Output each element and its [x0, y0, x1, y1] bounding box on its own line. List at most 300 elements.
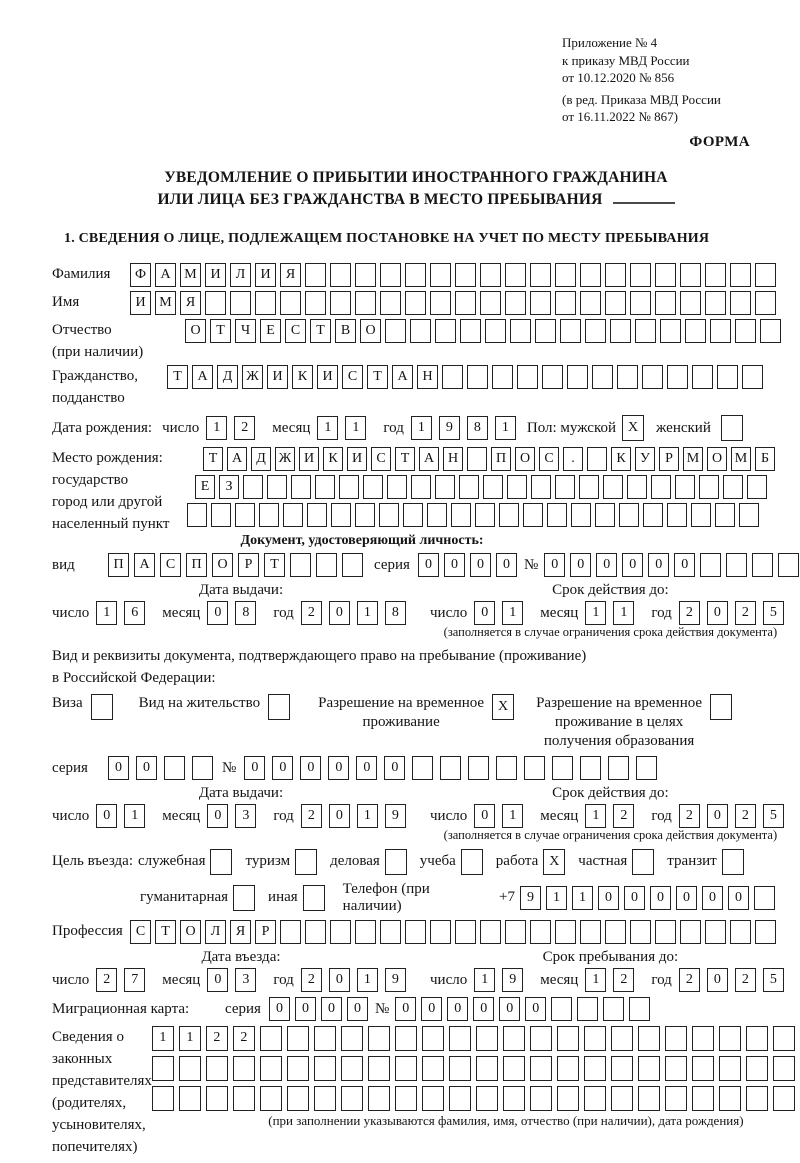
char-box[interactable] — [314, 1056, 336, 1081]
sex-female-checkbox[interactable] — [721, 415, 747, 441]
char-box[interactable] — [475, 503, 495, 527]
char-box[interactable]: Ж — [242, 365, 263, 389]
citizenship-boxes[interactable] — [167, 365, 767, 389]
char-box[interactable]: С — [160, 553, 181, 577]
char-box[interactable] — [630, 920, 651, 944]
char-box[interactable]: 0 — [707, 804, 728, 828]
char-box[interactable] — [503, 1056, 525, 1081]
char-box[interactable]: Н — [417, 365, 438, 389]
char-box[interactable] — [206, 1086, 228, 1111]
char-box[interactable]: Т — [167, 365, 188, 389]
char-box[interactable]: 0 — [108, 756, 129, 780]
char-box[interactable]: 9 — [385, 804, 406, 828]
char-box[interactable] — [467, 365, 488, 389]
guardians-boxes-row3[interactable] — [152, 1086, 800, 1111]
char-box[interactable]: X — [543, 849, 565, 875]
char-box[interactable] — [403, 503, 423, 527]
char-box[interactable]: А — [155, 263, 176, 287]
char-box[interactable] — [280, 291, 301, 315]
char-box[interactable] — [503, 1086, 525, 1111]
char-box[interactable]: А — [392, 365, 413, 389]
char-box[interactable]: 0 — [707, 968, 728, 992]
visa-checkbox[interactable] — [91, 694, 117, 720]
char-box[interactable] — [605, 291, 626, 315]
char-box[interactable] — [267, 475, 287, 499]
char-box[interactable] — [680, 263, 701, 287]
permit-issue-year-boxes[interactable] — [301, 804, 413, 828]
char-box[interactable]: 2 — [613, 968, 634, 992]
guardians-boxes-row2[interactable] — [152, 1056, 800, 1081]
char-box[interactable] — [638, 1086, 660, 1111]
char-box[interactable] — [430, 920, 451, 944]
char-box[interactable] — [592, 365, 613, 389]
char-box[interactable] — [742, 365, 763, 389]
char-box[interactable]: П — [186, 553, 207, 577]
char-box[interactable] — [735, 319, 756, 343]
char-box[interactable]: 1 — [317, 416, 338, 440]
char-box[interactable] — [363, 475, 383, 499]
char-box[interactable] — [655, 291, 676, 315]
char-box[interactable]: 0 — [474, 804, 495, 828]
char-box[interactable]: 5 — [763, 968, 784, 992]
char-box[interactable]: 0 — [707, 601, 728, 625]
char-box[interactable]: 0 — [321, 997, 342, 1021]
char-box[interactable] — [555, 475, 575, 499]
char-box[interactable]: 0 — [329, 804, 350, 828]
char-box[interactable] — [635, 319, 656, 343]
char-box[interactable] — [385, 319, 406, 343]
char-box[interactable] — [480, 291, 501, 315]
char-box[interactable] — [580, 291, 601, 315]
char-box[interactable] — [667, 365, 688, 389]
char-box[interactable] — [692, 1056, 714, 1081]
char-box[interactable] — [395, 1086, 417, 1111]
char-box[interactable] — [755, 920, 776, 944]
char-box[interactable] — [467, 447, 487, 471]
char-box[interactable]: 1 — [179, 1026, 201, 1051]
char-box[interactable] — [305, 291, 326, 315]
char-box[interactable] — [643, 503, 663, 527]
char-box[interactable]: 2 — [301, 601, 322, 625]
char-box[interactable] — [440, 756, 461, 780]
char-box[interactable] — [719, 1026, 741, 1051]
char-box[interactable] — [485, 319, 506, 343]
char-box[interactable]: 1 — [585, 804, 606, 828]
doc-number-boxes[interactable] — [544, 553, 800, 577]
char-box[interactable] — [665, 1086, 687, 1111]
char-box[interactable] — [314, 1086, 336, 1111]
char-box[interactable]: К — [611, 447, 631, 471]
char-box[interactable] — [630, 263, 651, 287]
char-box[interactable] — [595, 503, 615, 527]
char-box[interactable]: 0 — [136, 756, 157, 780]
char-box[interactable] — [752, 553, 773, 577]
char-box[interactable] — [368, 1026, 390, 1051]
char-box[interactable] — [667, 503, 687, 527]
char-box[interactable] — [430, 291, 451, 315]
char-box[interactable]: 2 — [679, 968, 700, 992]
phone-boxes[interactable] — [520, 886, 780, 910]
char-box[interactable] — [510, 319, 531, 343]
char-box[interactable]: 2 — [301, 804, 322, 828]
char-box[interactable]: 2 — [735, 968, 756, 992]
purpose-humanitarian-checkbox[interactable] — [233, 885, 259, 911]
char-box[interactable]: 3 — [235, 804, 256, 828]
char-box[interactable]: 0 — [598, 886, 619, 910]
char-box[interactable]: 1 — [585, 601, 606, 625]
char-box[interactable] — [531, 475, 551, 499]
char-box[interactable]: 0 — [624, 886, 645, 910]
char-box[interactable]: Р — [238, 553, 259, 577]
char-box[interactable] — [507, 475, 527, 499]
char-box[interactable] — [187, 503, 207, 527]
char-box[interactable] — [233, 1056, 255, 1081]
char-box[interactable] — [547, 503, 567, 527]
char-box[interactable] — [287, 1026, 309, 1051]
char-box[interactable]: 6 — [124, 601, 145, 625]
char-box[interactable] — [638, 1056, 660, 1081]
char-box[interactable]: 1 — [152, 1026, 174, 1051]
char-box[interactable]: Е — [260, 319, 281, 343]
char-box[interactable]: 0 — [496, 553, 517, 577]
char-box[interactable] — [755, 291, 776, 315]
char-box[interactable] — [460, 319, 481, 343]
char-box[interactable] — [705, 263, 726, 287]
char-box[interactable] — [692, 1086, 714, 1111]
char-box[interactable] — [305, 263, 326, 287]
permit-valid-day-boxes[interactable] — [474, 804, 530, 828]
char-box[interactable] — [710, 694, 732, 720]
char-box[interactable]: 2 — [735, 601, 756, 625]
char-box[interactable] — [611, 1026, 633, 1051]
char-box[interactable] — [449, 1086, 471, 1111]
purpose-business-checkbox[interactable] — [385, 849, 411, 875]
char-box[interactable]: А — [227, 447, 247, 471]
char-box[interactable] — [152, 1056, 174, 1081]
birthplace-boxes-row3[interactable] — [187, 503, 779, 527]
char-box[interactable]: С — [539, 447, 559, 471]
char-box[interactable]: 8 — [235, 601, 256, 625]
char-box[interactable]: 1 — [411, 416, 432, 440]
char-box[interactable]: 0 — [474, 601, 495, 625]
stay-year-boxes[interactable] — [679, 968, 791, 992]
char-box[interactable]: 0 — [207, 804, 228, 828]
char-box[interactable] — [665, 1056, 687, 1081]
char-box[interactable] — [330, 263, 351, 287]
char-box[interactable] — [710, 319, 731, 343]
birth-day-boxes[interactable] — [206, 416, 262, 440]
doc-valid-year-boxes[interactable] — [679, 601, 791, 625]
char-box[interactable]: П — [108, 553, 129, 577]
char-box[interactable]: С — [285, 319, 306, 343]
char-box[interactable] — [680, 291, 701, 315]
char-box[interactable] — [739, 503, 759, 527]
char-box[interactable] — [268, 694, 290, 720]
char-box[interactable]: 1 — [357, 804, 378, 828]
char-box[interactable]: 0 — [295, 997, 316, 1021]
char-box[interactable] — [341, 1086, 363, 1111]
char-box[interactable]: 0 — [648, 553, 669, 577]
char-box[interactable] — [699, 475, 719, 499]
char-box[interactable] — [492, 365, 513, 389]
char-box[interactable]: О — [360, 319, 381, 343]
permit-issue-month-boxes[interactable] — [207, 804, 263, 828]
char-box[interactable] — [542, 365, 563, 389]
char-box[interactable] — [680, 920, 701, 944]
char-box[interactable] — [721, 415, 743, 441]
char-box[interactable] — [259, 503, 279, 527]
char-box[interactable]: 1 — [357, 968, 378, 992]
char-box[interactable]: 0 — [447, 997, 468, 1021]
purpose-work-checkbox[interactable] — [543, 849, 569, 875]
char-box[interactable]: 1 — [546, 886, 567, 910]
char-box[interactable] — [235, 503, 255, 527]
char-box[interactable] — [379, 503, 399, 527]
char-box[interactable] — [342, 553, 363, 577]
char-box[interactable] — [179, 1086, 201, 1111]
char-box[interactable] — [405, 920, 426, 944]
char-box[interactable] — [385, 849, 407, 875]
char-box[interactable] — [316, 553, 337, 577]
char-box[interactable]: С — [342, 365, 363, 389]
doc-issue-month-boxes[interactable] — [207, 601, 263, 625]
char-box[interactable]: О — [212, 553, 233, 577]
char-box[interactable] — [405, 263, 426, 287]
char-box[interactable]: 0 — [444, 553, 465, 577]
char-box[interactable]: О — [515, 447, 535, 471]
char-box[interactable] — [315, 475, 335, 499]
char-box[interactable]: Н — [443, 447, 463, 471]
char-box[interactable] — [387, 475, 407, 499]
char-box[interactable] — [642, 365, 663, 389]
char-box[interactable]: 0 — [421, 997, 442, 1021]
char-box[interactable] — [603, 997, 624, 1021]
char-box[interactable] — [610, 319, 631, 343]
char-box[interactable]: 0 — [418, 553, 439, 577]
char-box[interactable] — [210, 849, 232, 875]
char-box[interactable] — [331, 503, 351, 527]
char-box[interactable] — [715, 503, 735, 527]
char-box[interactable] — [605, 263, 626, 287]
char-box[interactable] — [580, 756, 601, 780]
char-box[interactable] — [152, 1086, 174, 1111]
permit-issue-day-boxes[interactable] — [96, 804, 152, 828]
profession-boxes[interactable] — [130, 920, 780, 944]
birthplace-boxes-row1[interactable] — [203, 447, 779, 471]
char-box[interactable] — [260, 1056, 282, 1081]
char-box[interactable]: И — [130, 291, 151, 315]
char-box[interactable] — [243, 475, 263, 499]
char-box[interactable] — [295, 849, 317, 875]
char-box[interactable] — [435, 319, 456, 343]
char-box[interactable]: 0 — [499, 997, 520, 1021]
char-box[interactable] — [722, 849, 744, 875]
char-box[interactable] — [411, 475, 431, 499]
char-box[interactable]: 0 — [395, 997, 416, 1021]
char-box[interactable] — [368, 1086, 390, 1111]
char-box[interactable] — [705, 291, 726, 315]
char-box[interactable] — [530, 291, 551, 315]
char-box[interactable] — [291, 475, 311, 499]
char-box[interactable]: 0 — [329, 601, 350, 625]
char-box[interactable]: 9 — [385, 968, 406, 992]
char-box[interactable]: 2 — [301, 968, 322, 992]
char-box[interactable]: И — [317, 365, 338, 389]
char-box[interactable] — [380, 291, 401, 315]
char-box[interactable] — [435, 475, 455, 499]
char-box[interactable] — [505, 920, 526, 944]
char-box[interactable]: У — [635, 447, 655, 471]
char-box[interactable]: 2 — [679, 804, 700, 828]
char-box[interactable] — [260, 1026, 282, 1051]
char-box[interactable] — [632, 849, 654, 875]
char-box[interactable] — [355, 503, 375, 527]
char-box[interactable] — [449, 1026, 471, 1051]
char-box[interactable] — [717, 365, 738, 389]
char-box[interactable] — [755, 263, 776, 287]
char-box[interactable] — [611, 1086, 633, 1111]
purpose-study-checkbox[interactable] — [461, 849, 487, 875]
char-box[interactable]: 8 — [385, 601, 406, 625]
char-box[interactable] — [442, 365, 463, 389]
char-box[interactable] — [691, 503, 711, 527]
patronymic-boxes[interactable] — [185, 319, 785, 343]
char-box[interactable] — [746, 1086, 768, 1111]
permit-valid-year-boxes[interactable] — [679, 804, 791, 828]
stay-day-boxes[interactable] — [474, 968, 530, 992]
char-box[interactable]: X — [622, 415, 644, 441]
char-box[interactable] — [551, 997, 572, 1021]
char-box[interactable] — [449, 1056, 471, 1081]
char-box[interactable] — [580, 263, 601, 287]
char-box[interactable]: Р — [255, 920, 276, 944]
char-box[interactable] — [530, 920, 551, 944]
char-box[interactable]: 1 — [502, 601, 523, 625]
char-box[interactable]: 0 — [473, 997, 494, 1021]
char-box[interactable]: 2 — [613, 804, 634, 828]
char-box[interactable]: Д — [251, 447, 271, 471]
char-box[interactable]: 1 — [502, 804, 523, 828]
char-box[interactable] — [700, 553, 721, 577]
char-box[interactable] — [355, 291, 376, 315]
doc-series-boxes[interactable] — [418, 553, 522, 577]
char-box[interactable]: Т — [395, 447, 415, 471]
char-box[interactable] — [557, 1026, 579, 1051]
char-box[interactable] — [535, 319, 556, 343]
char-box[interactable] — [412, 756, 433, 780]
char-box[interactable]: 5 — [763, 804, 784, 828]
surname-boxes[interactable] — [130, 263, 780, 287]
char-box[interactable] — [587, 447, 607, 471]
char-box[interactable] — [314, 1026, 336, 1051]
migcard-number-boxes[interactable] — [395, 997, 655, 1021]
char-box[interactable]: И — [255, 263, 276, 287]
char-box[interactable] — [760, 319, 781, 343]
char-box[interactable] — [468, 756, 489, 780]
char-box[interactable] — [211, 503, 231, 527]
char-box[interactable]: 0 — [544, 553, 565, 577]
char-box[interactable] — [651, 475, 671, 499]
char-box[interactable]: 2 — [735, 804, 756, 828]
char-box[interactable]: 1 — [495, 416, 516, 440]
purpose-official-checkbox[interactable] — [210, 849, 236, 875]
char-box[interactable] — [619, 503, 639, 527]
char-box[interactable]: Б — [755, 447, 775, 471]
char-box[interactable]: 2 — [206, 1026, 228, 1051]
char-box[interactable] — [255, 291, 276, 315]
char-box[interactable]: 0 — [570, 553, 591, 577]
char-box[interactable] — [636, 756, 657, 780]
char-box[interactable]: К — [323, 447, 343, 471]
char-box[interactable] — [747, 475, 767, 499]
char-box[interactable]: Т — [367, 365, 388, 389]
char-box[interactable] — [476, 1056, 498, 1081]
permit-number-boxes[interactable] — [244, 756, 664, 780]
char-box[interactable]: Я — [230, 920, 251, 944]
char-box[interactable]: Ч — [235, 319, 256, 343]
char-box[interactable]: . — [563, 447, 583, 471]
char-box[interactable] — [617, 365, 638, 389]
char-box[interactable] — [627, 475, 647, 499]
char-box[interactable]: Т — [203, 447, 223, 471]
char-box[interactable]: 0 — [329, 968, 350, 992]
char-box[interactable] — [179, 1056, 201, 1081]
char-box[interactable] — [524, 756, 545, 780]
char-box[interactable] — [723, 475, 743, 499]
char-box[interactable] — [233, 885, 255, 911]
char-box[interactable]: З — [219, 475, 239, 499]
char-box[interactable] — [330, 920, 351, 944]
char-box[interactable] — [405, 291, 426, 315]
char-box[interactable]: 0 — [650, 886, 671, 910]
char-box[interactable]: Т — [155, 920, 176, 944]
char-box[interactable]: М — [155, 291, 176, 315]
purpose-other-checkbox[interactable] — [303, 885, 329, 911]
char-box[interactable] — [368, 1056, 390, 1081]
char-box[interactable] — [427, 503, 447, 527]
entry-year-boxes[interactable] — [301, 968, 413, 992]
permit-valid-month-boxes[interactable] — [585, 804, 641, 828]
char-box[interactable] — [496, 756, 517, 780]
guardians-boxes-row1[interactable] — [152, 1026, 800, 1051]
char-box[interactable]: 0 — [96, 804, 117, 828]
char-box[interactable] — [483, 475, 503, 499]
char-box[interactable]: О — [707, 447, 727, 471]
char-box[interactable] — [280, 920, 301, 944]
char-box[interactable] — [517, 365, 538, 389]
char-box[interactable] — [773, 1086, 795, 1111]
char-box[interactable] — [287, 1086, 309, 1111]
char-box[interactable] — [557, 1086, 579, 1111]
char-box[interactable] — [480, 920, 501, 944]
char-box[interactable] — [665, 1026, 687, 1051]
char-box[interactable] — [480, 263, 501, 287]
char-box[interactable] — [579, 475, 599, 499]
char-box[interactable] — [505, 263, 526, 287]
sex-male-checkbox[interactable] — [622, 415, 648, 441]
char-box[interactable] — [303, 885, 325, 911]
char-box[interactable]: 3 — [235, 968, 256, 992]
char-box[interactable] — [530, 263, 551, 287]
char-box[interactable]: 0 — [244, 756, 265, 780]
char-box[interactable]: Ф — [130, 263, 151, 287]
char-box[interactable]: М — [180, 263, 201, 287]
char-box[interactable] — [459, 475, 479, 499]
char-box[interactable]: Т — [310, 319, 331, 343]
char-box[interactable] — [422, 1056, 444, 1081]
birth-month-boxes[interactable] — [317, 416, 373, 440]
char-box[interactable]: 1 — [613, 601, 634, 625]
